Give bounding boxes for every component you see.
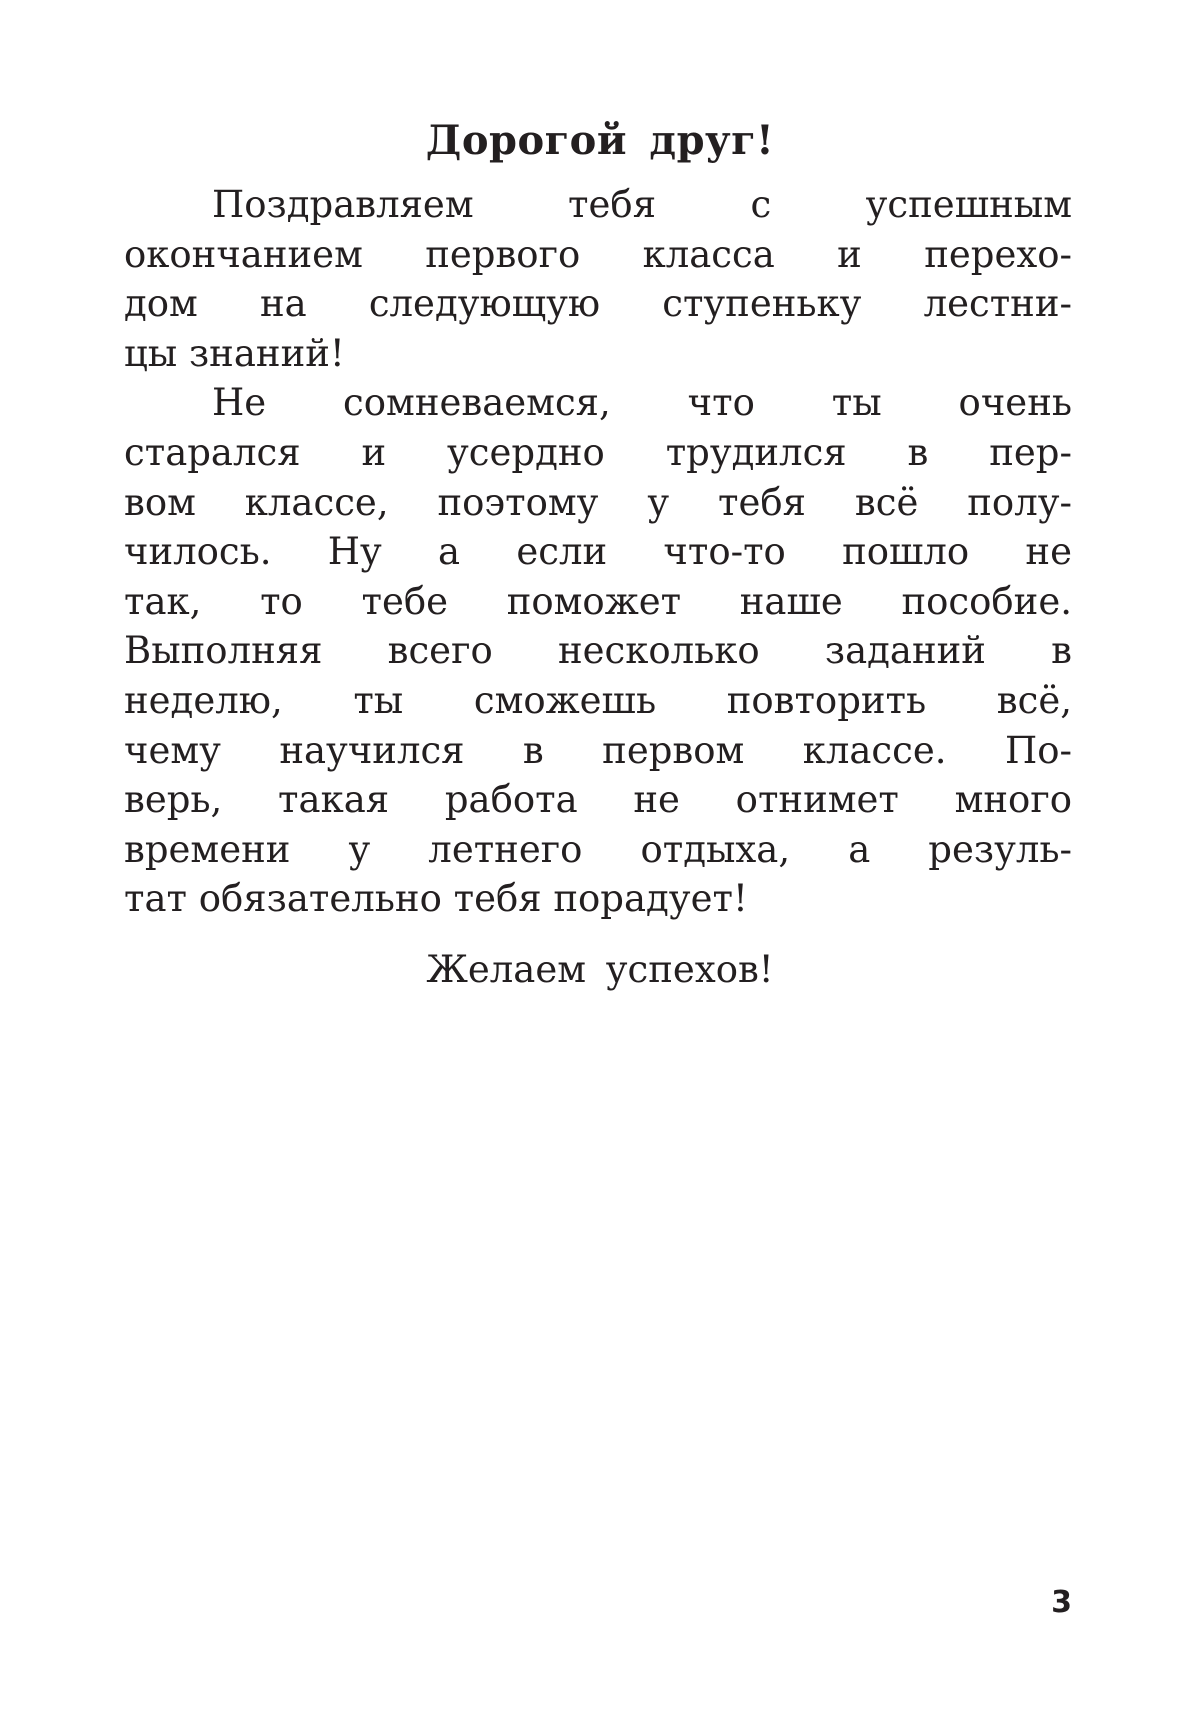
text-line: вом классе, поэтому у тебя всё полу-	[124, 480, 1072, 524]
text-line: Не сомневаемся, что ты очень	[212, 381, 1072, 425]
text-line: цы знаний!	[124, 331, 345, 375]
text-line: так, то тебе поможет наше пособие.	[124, 579, 1072, 623]
paragraph-encouragement	[124, 378, 1072, 924]
page-number: 3	[1051, 1585, 1072, 1620]
text-line: чему научился в первом классе. По-	[124, 728, 1072, 772]
text-line: тат обязательно тебя порадует!	[124, 877, 748, 921]
closing-wish: Желаем успехов!	[426, 948, 774, 991]
letter-body	[124, 180, 1072, 924]
paragraph-congratulations	[124, 180, 1072, 378]
text-line: старался и усердно трудился в пер-	[124, 430, 1072, 474]
text-line: Выполняя всего несколько заданий в	[124, 629, 1072, 673]
text-line: окончанием первого класса и перехо-	[124, 232, 1072, 276]
text-line: верь, такая работа не отнимет много	[124, 778, 1072, 822]
text-line: времени у летнего отдыха, а резуль-	[124, 827, 1072, 871]
text-line: Поздравляем тебя с успешным	[212, 183, 1072, 226]
text-line: дом на следующую ступеньку лестни-	[124, 282, 1072, 326]
text-line: неделю, ты сможешь повторить всё,	[124, 678, 1072, 722]
text-line: чилось. Ну а если что-то пошло не	[124, 530, 1072, 574]
page-heading: Дорогой друг!	[425, 117, 775, 164]
